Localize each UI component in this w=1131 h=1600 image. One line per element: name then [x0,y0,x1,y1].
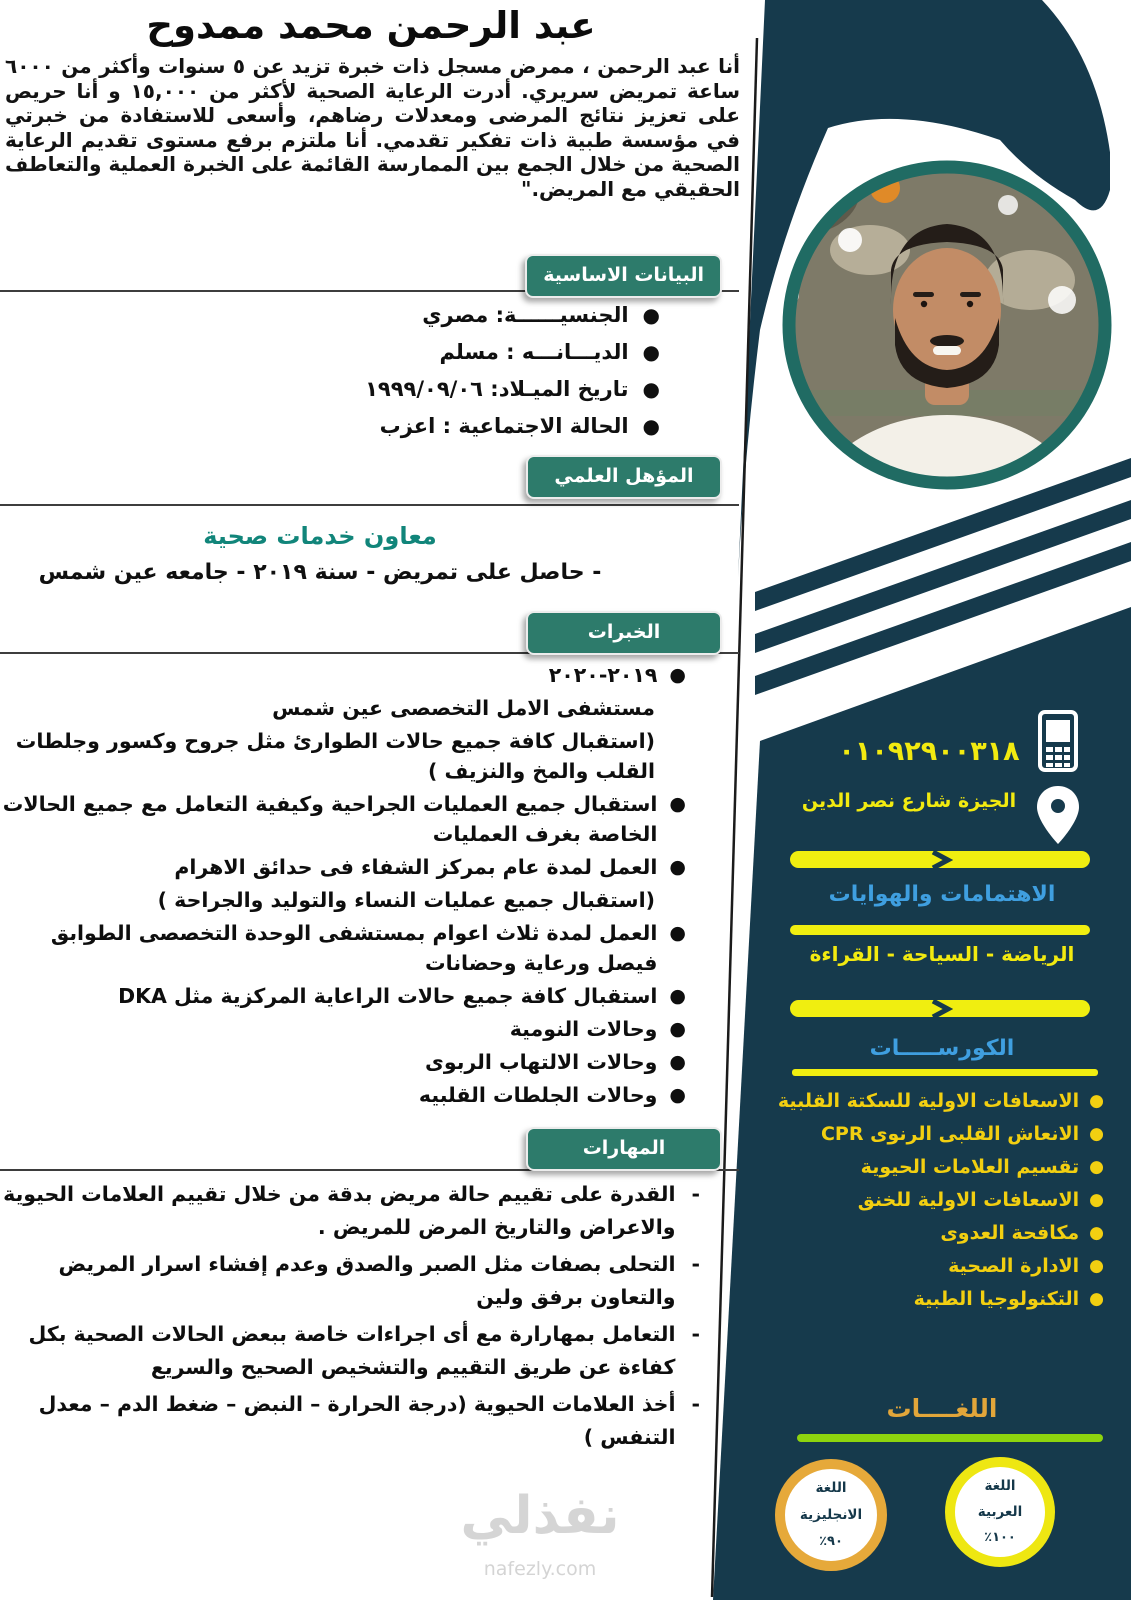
accent-bar [790,851,1090,868]
bullet-icon: ● [669,1084,686,1106]
bullet-icon: ● [1089,1157,1104,1177]
experience-detail: (استقبال جميع عمليات النساء والتوليد والجراحة ) [157,888,655,912]
bullet-icon: ● [1089,1124,1104,1144]
experience-detail: العمل لمدة عام بمركز الشفاء فى حدائق الاهرام [174,855,658,879]
list-item [0,1318,700,1384]
bullet-icon: ● [669,793,686,815]
list-item [0,885,686,915]
phone-number: ٠١٠٩٢٩٠٠٣١٨ [838,736,1020,767]
skill-item: القدرة على تقييم حالة مريض بدقة من خلال تقييم العلامات الحيوية والاعراض والتاريخ المرض للمريض . [3,1182,676,1239]
skill-item: التحلى بصفات مثل الصبر والصدق وعدم إفشاء اسرار المريض والتعاون برفق ولين [58,1252,676,1309]
bullet-icon: ● [669,664,686,686]
skill-item: التعامل بمهارارة مع أى اجراءات خاصة ببعض الحالات الصحية بكل كفاءة عن طريق التقييم والتشخيص الصحيح والسريع [28,1322,676,1379]
section-header-basic-info: البيانات الاساسية [525,254,722,298]
language-badge-english [775,1459,887,1571]
list-item [0,1178,700,1244]
languages-section-title: اللغــــات [886,1394,998,1423]
list-item [0,789,686,849]
experience-list [0,660,686,1113]
list-item [0,981,686,1011]
list-item [0,918,686,978]
list-item [770,1187,1104,1213]
experience-detail: وحالات الالتهاب الربوى [425,1050,658,1074]
bullet-icon: ● [1089,1289,1104,1309]
language-label: العربية [977,1503,1023,1520]
dash-icon: - [691,1182,700,1206]
bullet-icon: ● [669,1051,686,1073]
course-item: الادارة الصحية [948,1255,1080,1277]
course-item: مكافحة العدوى [940,1222,1080,1244]
language-label: اللغة [815,1480,847,1497]
language-label: الانجليزية [799,1506,863,1523]
course-item: الاسعافات الاولية للسكتة القلبية [777,1090,1080,1112]
bullet-icon: ● [1089,1091,1104,1111]
list-item [0,376,660,402]
language-percent: ١٠٠٪ [984,1530,1016,1546]
language-badge-arabic [945,1457,1055,1567]
course-item: الاسعافات الاولية للخنق [857,1189,1080,1211]
hobbies-items: الرياضة - السياحة - القراءة [809,942,1075,966]
experience-detail: استقبال جميع العمليات الجراحية وكيفية التعامل مع جميع الحالات الخاصة بغرف العمليات [2,792,658,846]
list-item [770,1088,1104,1114]
bullet-icon: ● [642,340,660,364]
candidate-name: عبد الرحمن محمد ممدوح [146,4,596,47]
languages-underline [797,1434,1103,1442]
list-item [0,1047,686,1077]
list-item [0,302,660,328]
dash-icon: - [691,1392,700,1416]
section-header-skills: المهارات [526,1127,722,1171]
bullet-icon: ● [642,377,660,401]
experience-detail: استقبال كافة جميع حالات الراعاية المركزية مثل DKA [118,984,658,1008]
list-item [0,1388,700,1454]
watermark-domain: nafezly.com [483,1558,597,1580]
courses-list [770,1088,1104,1319]
chevron-right-icon [927,850,953,870]
skills-list [0,1178,700,1458]
list-item [0,1014,686,1044]
courses-section-title: الكورســـــات [869,1036,1015,1061]
experience-period: ٢٠١٩-٢٠٢٠ [548,663,658,687]
experience-detail: (استقبال كافة جميع حالات الطوارئ مثل جروح وكسور وجلطات القلب والمخ والنزيف ) [15,729,655,783]
course-item: الانعاش القلبى الرنوى CPR [820,1123,1080,1145]
section-header-education: المؤهل العلمي [526,455,722,499]
dash-icon: - [691,1252,700,1276]
section-header-experience: الخبرات [526,611,722,655]
list-item [0,660,686,690]
watermark-word: نفذلي [460,1486,620,1546]
list-item [770,1220,1104,1246]
basic-info-birthdate: تاريخ الميـلاد: ١٩٩٩/٠٩/٠٦ [365,377,629,401]
bullet-icon: ● [669,1018,686,1040]
experience-detail: وحالات النومية [509,1017,658,1041]
accent-bar [790,925,1090,935]
bullet-icon: ● [642,303,660,327]
bullet-icon: ● [669,856,686,878]
accent-bar [790,1000,1090,1017]
basic-info-religion: الديـــانـــه : مسلم [439,340,629,364]
dash-icon: - [691,1322,700,1346]
bullet-icon: ● [669,985,686,1007]
experience-detail: وحالات الجلطات القلبيه [418,1083,658,1107]
bullet-icon: ● [1089,1223,1104,1243]
bullet-icon: ● [1089,1190,1104,1210]
experience-detail: العمل لمدة ثلاث اعوام بمستشفى الوحدة التخصصى الطوابق فيصل ورعاية وحضانات [50,921,658,975]
basic-info-nationality: الجنسيــــــة: مصري [422,303,629,327]
list-item [0,339,660,365]
list-item [0,1080,686,1110]
course-item: تقسيم العلامات الحيوية [860,1156,1080,1178]
education-degree: معاون خدمات صحية [203,522,437,550]
chevron-right-icon [927,999,953,1019]
hobbies-section-title: الاهتمامات والهوايات [828,882,1056,907]
list-item [770,1253,1104,1279]
course-item: التكنولوجيا الطبية [913,1288,1080,1310]
courses-underline [792,1069,1098,1076]
list-item [0,726,686,786]
basic-info-list [0,302,660,450]
address-text: الجيزة شارع نصر الدين [801,790,1017,812]
skill-item: أخذ العلامات الحيوية (درجة الحرارة – النبض – ضغط الدم – معدل التنفس ) [38,1392,676,1449]
profile-summary: أنا عبد الرحمن ، ممرض مسجل ذات خبرة تزيد عن ٥ سنوات وأكثر من ٦٠٠٠ ساعة تمريض سريري. أدرت الرعاية الصحية لأكثر من ١٥,٠٠٠ و أنا حريص على تعزيز نتائج المرضى ومعدلات رضاهم، وأسعى للاستفادة من خبرتي في مؤسسة طبية ذات تفكير تقدمي. أنا ملتزم برفع مستوى تقديم الرعاية الصحية من خلال الجمع بين الممارسة القائمة على الخبرة العملية والتعاطف الحقيقي مع المريض." [5,54,740,201]
education-details: - حاصل على تمريض - سنة ٢٠١٩ - جامعه عين شمس [38,560,602,585]
bullet-icon: ● [669,922,686,944]
bullet-icon: ● [642,414,660,438]
list-item [770,1154,1104,1180]
list-item [0,1248,700,1314]
language-label: اللغة [984,1477,1016,1494]
list-item [0,413,660,439]
section-divider [0,504,739,506]
experience-employer: مستشفى الامل التخصصى عين شمس [272,696,655,720]
list-item [770,1286,1104,1312]
list-item [770,1121,1104,1147]
list-item [0,693,686,723]
list-item [0,852,686,882]
bullet-icon: ● [1089,1256,1104,1276]
language-percent: ٩٠٪ [819,1533,843,1549]
basic-info-marital-status: الحالة الاجتماعية : اعزب [379,414,629,438]
